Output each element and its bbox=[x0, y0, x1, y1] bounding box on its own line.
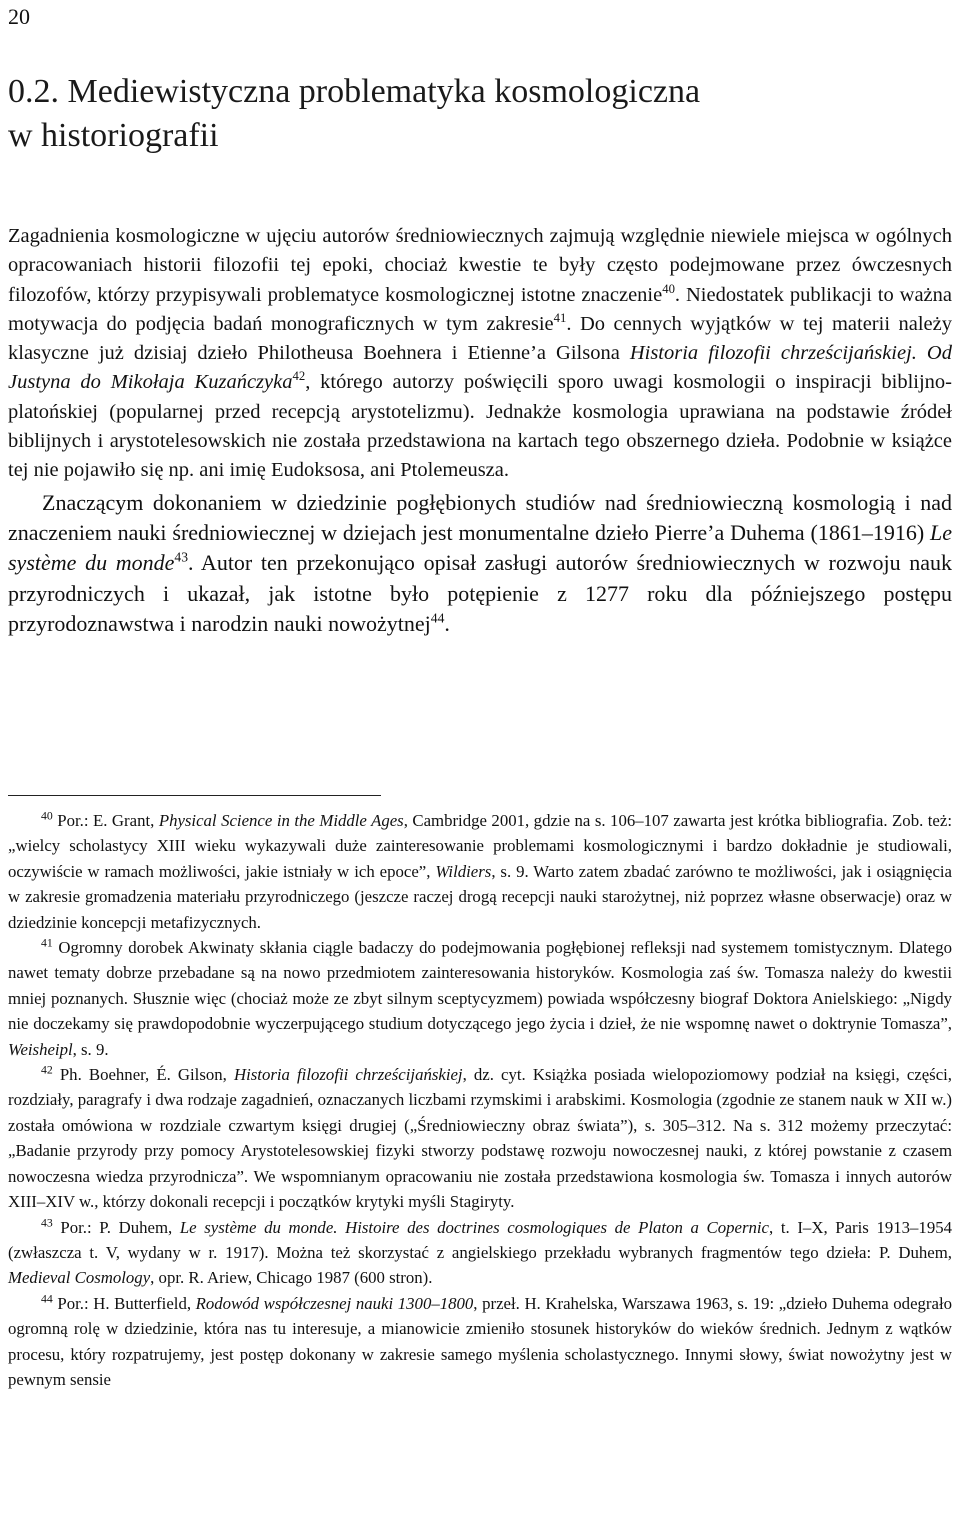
footnote-text: Por.: H. Butterfield, bbox=[52, 1293, 196, 1313]
footnote-text: Ph. Boehner, É. Gilson, bbox=[52, 1065, 234, 1085]
footnotes bbox=[8, 808, 952, 1392]
footnote-italic: Medieval Cosmology bbox=[8, 1268, 151, 1288]
footnote-italic: Le système du monde. Histoire des doctrines cosmologiques de Platon a Copernic bbox=[179, 1217, 769, 1237]
footnote-text: Por.: E. Grant, bbox=[52, 811, 159, 830]
paragraph-1-text-1: Zagadnienia kosmologiczne w ujęciu autorów średniowiecznych zajmują względnie niewiele miejsca w ogólnych opracowaniach historii filozofii tej epoki, chociaż kwestie te były często podejmowane przez ówczesnych filozofów, którzy przypisywali problematyce kosmologicznej istotne znaczenie bbox=[8, 225, 952, 306]
page-number: 20 bbox=[8, 4, 30, 29]
footnote-italic: Historia filozofii chrześcijańskiej bbox=[233, 1065, 463, 1085]
paragraph-2 bbox=[8, 488, 952, 640]
footnote-ref-41[interactable]: 41 bbox=[553, 311, 567, 326]
footnote-text: , Cambridge 2001, gdzie na s. 106–107 zawarta jest krótka bibliografia. Zob. też: „wielcy scholastycy XIII wieku wykazywali duże zainteresowanie problemami kosmologicznymi i bardzo dokładnie je studiowali, oczywiście w ramach możliwości, jakie istniały w ich epoce”, bbox=[8, 811, 952, 881]
paragraph-1-text-4: , którego autorzy poświęcili sporo uwagi kosmologii o inspiracji biblijno-platońskiej (popularnej przed recepcją arystotelizmu). Jednakże kosmologia uprawiana na podstawie źródeł biblijnych i arystotelesowskich nie została przedstawiona na kartach tego obszernego dzieła. Podobnie w książce tej nie pojawiło się np. ani imię Eudoksosa, ani Ptolemeusza. bbox=[8, 371, 952, 482]
paragraph-2-text-3: . bbox=[444, 611, 450, 637]
footnote-ref-43[interactable]: 43 bbox=[174, 550, 188, 566]
footnote-text: Ogromny dorobek Akwinaty skłania ciągle badaczy do podejmowania pogłębionej refleksji nad systemem tomistycznym. Dlatego nawet tematy dobrze przebadane są na nowo przedmiotem zainteresowania historyków. Kosmologia zaś św. Tomasza należy do kwestii mniej poznanych. Słusznie więc (chociaż może ze zbyt silnym sceptycyzmem) powiada współczesny biograf Doktora Anielskiego: „Nigdy nie doczekamy się prawdopodobnie wyczerpującego studium dotyczącego jego życia i dzieł, że nie wspomnę nawet o doktrynie Tomasza”, bbox=[8, 938, 952, 1034]
footnote-number: 41 bbox=[41, 936, 53, 950]
footnote-44 bbox=[8, 1291, 952, 1393]
paragraph-1-text-3: . Do cennych wyjątków w tej materii należy klasyczne już dzisiaj dzieło Philotheusa Boehnera i Etienne’a Gilsona bbox=[8, 312, 953, 365]
paragraph-2-text-1: Znaczącym dokonaniem w dziedzinie pogłębionych studiów nad średniowieczną kosmologią i nad znaczeniem nauki średniowiecznej w dziejach jest monumentalne dzieło Pierre’a Duhema (1861–1916) bbox=[8, 489, 952, 546]
footnote-number: 42 bbox=[41, 1063, 53, 1077]
footnote-40 bbox=[8, 808, 952, 935]
footnote-italic: Physical Science in the Middle Ages bbox=[158, 811, 404, 830]
paragraph-2-italic-title: Le système du monde bbox=[8, 520, 952, 576]
paragraph-1-italic-title: Historia filozofii chrześcijańskiej. Od Justyna do Mikołaja Kuzańczyka bbox=[8, 342, 952, 394]
footnote-text: , s. 9. bbox=[72, 1039, 109, 1059]
footnote-text: , przeł. H. Krahelska, Warszawa 1963, s. 19: „dzieło Duhema odegrało ogromną rolę w dziedzinie, która nas tu interesuje, a mianowicie zmieniło stosunek historyków do wieków średnich. Jednym z wątków procesu, który rozpatrujemy, jest postęp dokonany w zakresie samego myślenia scholastycznego. Innymi słowy, świat nowożytny jest w pewnym sensie bbox=[8, 1293, 953, 1389]
chapter-heading-line-2: w historiografii bbox=[8, 117, 219, 154]
footnote-43 bbox=[8, 1215, 952, 1291]
footnote-ref-42[interactable]: 42 bbox=[292, 369, 306, 384]
footnote-number: 40 bbox=[41, 809, 53, 823]
footnote-text: , t. I–X, Paris 1913–1954 (zwłaszcza t. V, wydany w r. 1917). Można też skorzystać z angielskiego przekładu wybranych fragmentów tego dzieła: P. Duhem, bbox=[8, 1217, 952, 1262]
footnote-italic: Rodowód współczesnej nauki 1300–1800 bbox=[195, 1293, 474, 1313]
footnote-text: Por.: P. Duhem, bbox=[52, 1217, 180, 1237]
footnote-number: 44 bbox=[41, 1292, 53, 1306]
footnote-italic: Wildiers bbox=[435, 861, 492, 881]
footnote-42 bbox=[8, 1062, 952, 1214]
body-text bbox=[8, 222, 952, 640]
footnote-text: , opr. R. Ariew, Chicago 1987 (600 stron). bbox=[150, 1268, 433, 1288]
footnote-separator bbox=[8, 795, 381, 796]
chapter-heading-line-1: 0.2. Mediewistyczna problematyka kosmologiczna bbox=[8, 73, 701, 110]
footnote-41 bbox=[8, 935, 952, 1062]
footnote-italic: Weisheipl bbox=[8, 1039, 73, 1059]
footnote-text: , s. 9. Warto zatem zbadać zarówno te możliwości, jak i osiągnięcia w zakresie gromadzenia materiału przyrodniczego (jeszcze raczej drogą recepcji nauki starożytnej, niż poprzez własne obserwacje) oraz w dziedzinie koncepcji metafizycznych. bbox=[8, 861, 953, 932]
footnote-text: , dz. cyt. Książka posiada wielopoziomowy podział na księgi, części, rozdziały, paragrafy i dwa rodzaje zagadnień, oznaczanych liczbami rzymskimi i arabskimi. Kosmologia (zgodnie ze stanem nauk w XII w.) została omówiona w rozdziale czwartym księgi drugiej („Średniowieczny obraz świata”), s. 305–312. Na s. 312 możemy przeczytać: „Badanie przyrody przy pomocy Arystotelesowskiej fizyki stworzy podstawę rozwoju nowoczesnej nauki, z której powstanie z czasem nowoczesna wiedza przyrodnicza”. We wspomnianym opracowaniu nie została przedstawiona kosmologia św. Tomasza i innych autorów XIII–XIV w., którzy dokonali recepcji i początków krytyki myśli Stagiryty. bbox=[8, 1065, 952, 1212]
footnote-ref-44[interactable]: 44 bbox=[430, 610, 445, 626]
paragraph-2-text-2: . Autor ten przekonująco opisał zasługi autorów średniowiecznych w rozwoju nauk przyrodniczych i ukazał, jak istotne było potępienie z 1277 roku dla późniejszego postępu przyrodoznawstwa i narodzin nauki nowożytnej bbox=[8, 550, 952, 637]
footnote-number: 43 bbox=[41, 1215, 53, 1229]
paragraph-1 bbox=[8, 222, 952, 486]
footnote-ref-40[interactable]: 40 bbox=[662, 281, 675, 296]
chapter-heading bbox=[8, 70, 952, 158]
paragraph-1-text-2: . Niedostatek publikacji to ważna motywacja do podjęcia badań monograficznych w tym zakresie bbox=[8, 283, 952, 335]
